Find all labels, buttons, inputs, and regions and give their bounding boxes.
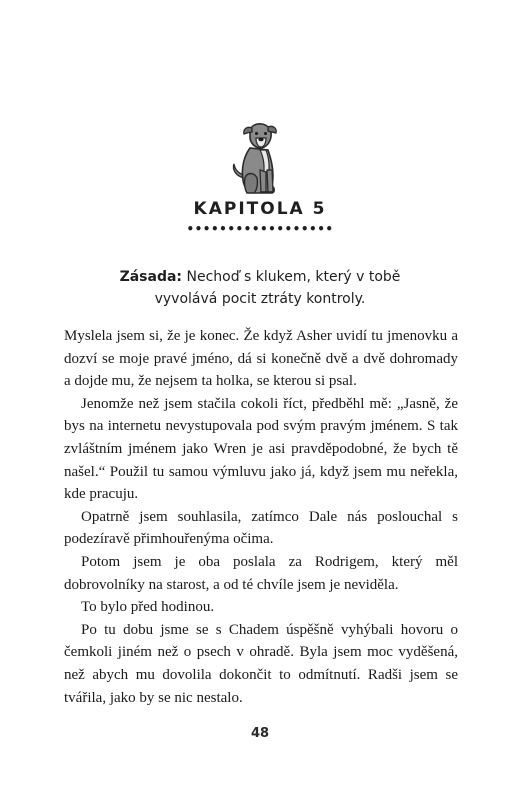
paragraph: To bylo před hodinou. [81,599,215,616]
paragraph: Myslela jsem si, že je konec. Že když Asher uvidí tu jmenovku a dozví se moje pravé jméno, dá si konečně dvě a dvě dohromady a dojde mu, že nejsem ta holka, se kterou si psal. [64,328,458,390]
chapter-rule [0,266,520,310]
paragraph: Jenomže než jsem stačila cokoli říct, předběhl mě: „Jasně, že bys na internetu nevystupovala pod svým pravým jménem. S tak zvláštním jménem jako Wren je asi pravděpodobné, že bych tě našel.“ Použil tu samou výmluvu jako já, když jsem mu neřekla, kde pracuju. [64,395,458,503]
sitting-dog-icon [228,120,290,196]
rule-text-1: Nechoď s klukem, který v tobě [182,269,401,285]
rule-line-2: vyvolává pocit ztráty kontroly. [154,291,366,307]
page-number: 48 [250,726,270,741]
paragraph: Potom jsem je oba poslala za Rodrigem, který měl dobrovolníky na starost, a od té chvíle jsem je neviděla. [64,553,458,593]
paragraph: Po tu dobu jsme se s Chadem úspěšně vyhýbali hovoru o čemkoli jiném než o psech v ohradě. Byla jsem moc vyděšená, než abych mu dovolila dokončit to odmítnutí. Radši jsem se tvářila, jako by se nic nestalo. [64,621,458,706]
paragraph: Opatrně jsem souhlasila, zatímco Dale nás poslouchal s podezíravě přimhouřenýma očima. [64,508,458,548]
rule-line-1 [0,266,520,288]
chapter-ornament-dots: •••••••••••••••••• [186,222,334,236]
chapter-title: KAPITOLA 5 [193,199,327,219]
rule-label: Zásada: [119,269,183,285]
body-text [64,325,458,709]
